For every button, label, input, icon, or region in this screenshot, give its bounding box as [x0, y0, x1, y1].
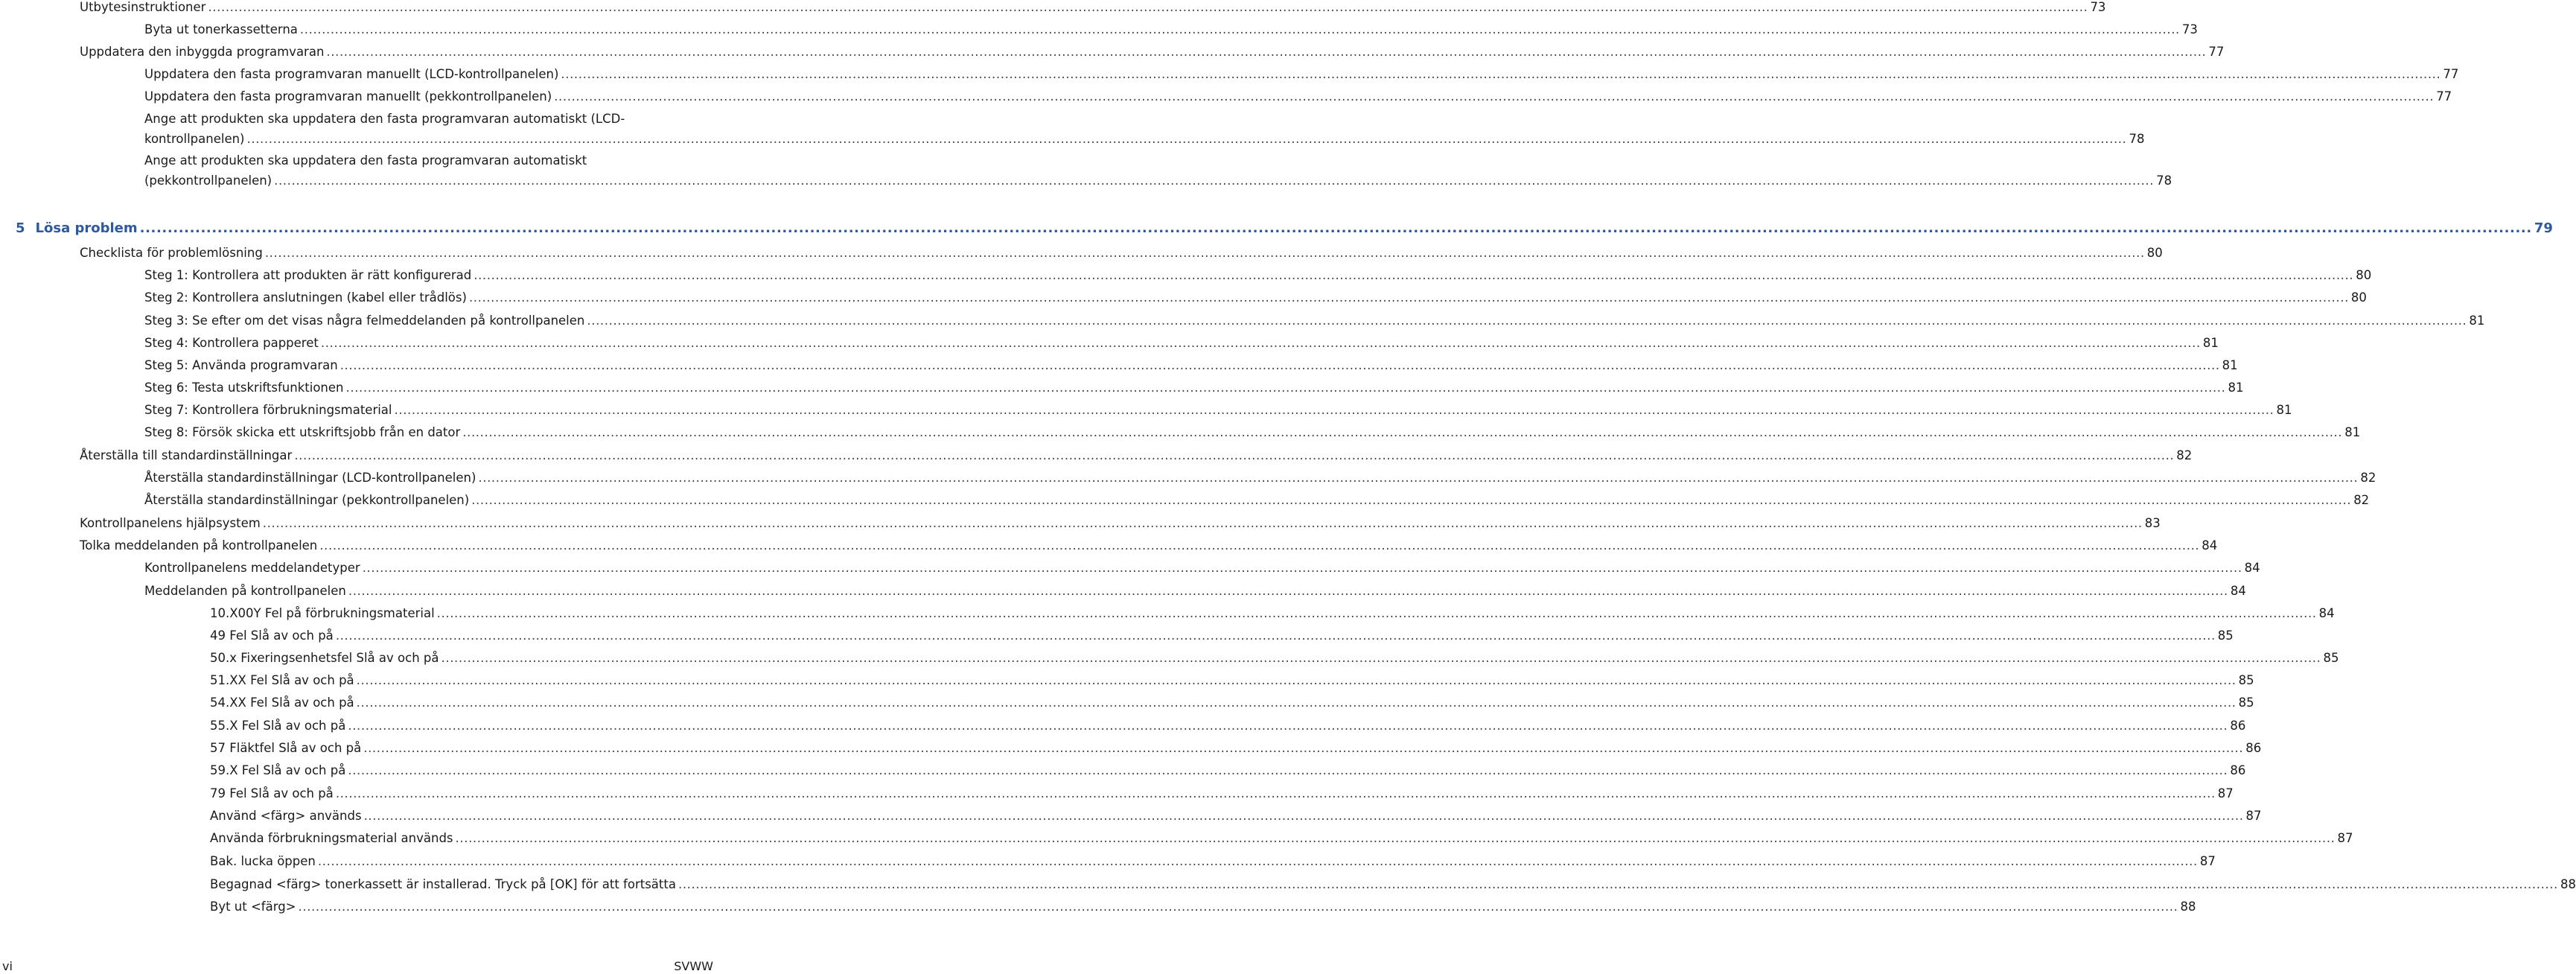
toc-entry-row: [210, 783, 2234, 803]
dot-leader: [319, 535, 2199, 556]
toc-entry[interactable]: [144, 468, 2376, 488]
toc-entry-page-number: 87: [2337, 831, 2353, 845]
toc-entry-page-number: 87: [2245, 809, 2262, 823]
toc-entry-title: Byta ut tonerkassetterna: [144, 22, 298, 36]
dot-leader: [469, 287, 2349, 308]
dot-leader: [348, 581, 2228, 601]
toc-entry-page-number: 80: [2146, 246, 2163, 260]
toc-entry-title: 59.X Fel Slå av och på: [210, 763, 346, 777]
toc-entry-row: [80, 445, 2193, 465]
toc-entry[interactable]: [80, 0, 2106, 17]
toc-entry-row: [210, 648, 2339, 668]
toc-entry-title: Steg 1: Kontrollera att produkten är rätt konfigurerad: [144, 268, 472, 282]
toc-entry-row: [210, 670, 2254, 690]
toc-entry-page-number: 78: [2156, 174, 2172, 188]
toc-entry-row: [210, 716, 2246, 736]
toc-entry-title: Använda förbrukningsmaterial används: [210, 831, 453, 845]
toc-entry[interactable]: [144, 19, 2198, 39]
toc-entry[interactable]: [144, 378, 2244, 398]
toc-entry[interactable]: [210, 648, 2339, 668]
toc-entry-page-number: 82: [2360, 471, 2376, 485]
dot-leader: [348, 760, 2228, 780]
toc-entry-row: [210, 897, 2196, 917]
toc-entry-title: Begagnad <färg> tonerkassett är installerad. Tryck på [OK] för att fortsätta: [210, 877, 676, 891]
dot-leader: [140, 218, 2532, 238]
toc-entry-page-number: 81: [2222, 358, 2238, 372]
toc-entry-page-number: 86: [2230, 719, 2246, 733]
toc-entry-page-number: 77: [2436, 89, 2452, 104]
toc-entry-title: 55.X Fel Slå av och på: [210, 719, 346, 733]
toc-entry-row: [80, 0, 2106, 17]
toc-entry-page-number: 85: [2238, 696, 2254, 710]
toc-entry-page-number: 87: [2217, 786, 2234, 800]
toc-entry-page-number: 81: [2276, 403, 2292, 417]
toc-entry[interactable]: [210, 738, 2262, 758]
toc-entry-title: (pekkontrollpanelen): [144, 174, 272, 188]
toc-entry-row: [210, 851, 2216, 871]
toc-entry-row: [144, 19, 2198, 39]
toc-entry-page-number: 85: [2217, 628, 2234, 643]
chapter-number: 5: [16, 220, 25, 236]
toc-entry-title: Uppdatera den fasta programvaran manuellt (LCD-kontrollpanelen): [144, 67, 559, 81]
toc-entry[interactable]: [144, 64, 2459, 84]
toc-entry-title: Uppdatera den fasta programvaran manuellt (pekkontrollpanelen): [144, 89, 552, 104]
toc-entry[interactable]: [210, 783, 2234, 803]
toc-entry-row: [144, 86, 2452, 106]
toc-entry-page-number: 73: [2181, 22, 2198, 36]
dot-leader: [478, 468, 2358, 488]
toc-entry-row: [16, 218, 2553, 238]
toc-entry[interactable]: [210, 603, 2335, 623]
toc-entry-row: [144, 333, 2219, 353]
toc-entry-page-number: 73: [2090, 0, 2106, 14]
dot-leader: [363, 558, 2242, 578]
toc-entry[interactable]: [144, 490, 2370, 510]
toc-entry[interactable]: [144, 400, 2292, 420]
toc-entry[interactable]: [144, 86, 2452, 106]
toc-entry-row: [144, 171, 2172, 191]
toc-entry-page-number: 84: [2318, 606, 2335, 620]
toc-entry-title: Bak. lucka öppen: [210, 854, 316, 868]
dot-leader: [265, 243, 2145, 263]
toc-entry-page-number: 84: [2230, 584, 2246, 598]
toc-entry-page-number: 85: [2238, 673, 2254, 687]
dot-leader: [299, 897, 2178, 917]
toc-entry-title: 49 Fel Slå av och på: [210, 628, 334, 643]
toc-entry[interactable]: [210, 828, 2353, 848]
dot-leader: [247, 129, 2127, 149]
toc-entry-page-number: 83: [2144, 516, 2161, 530]
toc-entry-page-number: 81: [2469, 313, 2485, 328]
toc-entry-page-number: 88: [2560, 877, 2576, 891]
dot-leader: [395, 400, 2274, 420]
toc-entry-row: [210, 874, 2576, 894]
toc-entry-title: Steg 8: Försök skicka ett utskriftsjobb från en dator: [144, 425, 461, 439]
toc-entry-row: [144, 64, 2459, 84]
toc-entry[interactable]: [210, 626, 2234, 646]
dot-leader: [336, 626, 2216, 646]
toc-entry-row: [210, 626, 2234, 646]
footer-page-number: vi: [2, 959, 13, 973]
toc-entry[interactable]: [210, 806, 2262, 826]
dot-leader: [364, 806, 2244, 826]
toc-entry-row: [144, 265, 2372, 285]
toc-entry-page-number: 85: [2323, 651, 2339, 665]
toc-entry-title: Steg 7: Kontrollera förbrukningsmaterial: [144, 403, 392, 417]
toc-entry-title: 50.x Fixeringsenhetsfel Slå av och på: [210, 651, 439, 665]
toc-entry-page-number: 82: [2176, 448, 2193, 462]
toc-entry[interactable]: [144, 558, 2260, 578]
dot-leader: [357, 693, 2237, 713]
dot-leader: [456, 828, 2336, 848]
toc-entry-row: [144, 490, 2370, 510]
toc-entry-title: Använd <färg> används: [210, 809, 362, 823]
toc-entry[interactable]: [80, 42, 2225, 62]
toc-entry[interactable]: [210, 670, 2254, 690]
toc-entry-row: [210, 693, 2254, 713]
toc-entry-page-number: 84: [2244, 561, 2260, 575]
toc-chapter-entry[interactable]: [16, 218, 2553, 238]
dot-leader: [471, 490, 2351, 510]
toc-entry-title: 51.XX Fel Slå av och på: [210, 673, 354, 687]
toc-entry[interactable]: [144, 422, 2361, 442]
dot-leader: [554, 86, 2434, 106]
toc-entry-title: [16, 218, 138, 238]
toc-entry-title: Checklista för problemlösning: [80, 246, 263, 260]
toc-entry-title: Återställa till standardinställningar: [80, 448, 293, 462]
toc-entry-row: [144, 287, 2367, 308]
toc-entry[interactable]: [144, 311, 2485, 331]
dot-leader: [441, 648, 2321, 668]
toc-entry[interactable]: [210, 851, 2216, 871]
dot-leader: [346, 378, 2226, 398]
toc-entry-page-number: 84: [2202, 538, 2218, 553]
toc-entry-page-number: 77: [2443, 67, 2459, 81]
toc-entry-page-number: 78: [2129, 132, 2145, 146]
toc-entry-title: 54.XX Fel Slå av och på: [210, 696, 354, 710]
toc-entry-row: [144, 129, 2145, 149]
dot-leader: [587, 311, 2467, 331]
toc-entry[interactable]: [80, 513, 2161, 533]
toc-entry-row: [144, 558, 2260, 578]
toc-entry[interactable]: [144, 581, 2246, 601]
dot-leader: [321, 333, 2201, 353]
toc-entry-title: Tolka meddelanden på kontrollpanelen: [80, 538, 318, 553]
toc-entry[interactable]: [210, 760, 2246, 780]
dot-leader: [437, 603, 2317, 623]
dot-leader: [363, 738, 2243, 758]
dot-leader: [678, 874, 2558, 894]
footer-locale-code: SVWW: [674, 959, 713, 973]
toc-entry-title: Byt ut <färg>: [210, 900, 296, 914]
dot-leader: [474, 265, 2353, 285]
toc-entry-title: Steg 5: Använda programvaran: [144, 358, 338, 372]
toc-entry-row: [80, 513, 2161, 533]
toc-entry-title: Meddelanden på kontrollpanelen: [144, 584, 346, 598]
dot-leader: [336, 783, 2216, 803]
toc-entry-row: [80, 243, 2163, 263]
toc-entry-row: [144, 378, 2244, 398]
toc-entry-row: [80, 535, 2218, 556]
toc-entry-title: Steg 6: Testa utskriftsfunktionen: [144, 381, 344, 395]
dot-leader: [300, 19, 2180, 39]
toc-entry-row: [210, 828, 2353, 848]
toc-entry-page-number: 87: [2199, 854, 2216, 868]
toc-entry[interactable]: [144, 333, 2219, 353]
toc-entry-title: 10.X00Y Fel på förbrukningsmaterial: [210, 606, 435, 620]
toc-entry-title: Återställa standardinställningar (LCD-kontrollpanelen): [144, 471, 476, 485]
dot-leader: [263, 513, 2143, 533]
dot-leader: [208, 0, 2088, 17]
toc-entry-page-number: 82: [2353, 493, 2370, 507]
toc-entry-row: [144, 311, 2485, 331]
dot-leader: [274, 171, 2154, 191]
toc-entry-row: [144, 581, 2246, 601]
toc-entry[interactable]: [144, 355, 2238, 375]
toc-entry[interactable]: [80, 243, 2163, 263]
toc-entry-title: Återställa standardinställningar (pekkontrollpanelen): [144, 493, 470, 507]
toc-entry-page-number: 81: [2202, 336, 2219, 350]
dot-leader: [462, 422, 2342, 442]
toc-entry-title: Utbytesinstruktioner: [80, 0, 206, 14]
toc-entry-title-line: Ange att produkten ska uppdatera den fasta programvaran automatiskt: [144, 153, 587, 168]
toc-entry-row: [144, 422, 2361, 442]
toc-entry-row: [210, 603, 2335, 623]
dot-leader: [294, 445, 2174, 465]
dot-leader: [357, 670, 2237, 690]
toc-entry-row: [144, 468, 2376, 488]
toc-entry-title-line: Ange att produkten ska uppdatera den fasta programvaran automatiskt (LCD-: [144, 112, 625, 126]
toc-entry[interactable]: [144, 109, 2145, 149]
toc-entry[interactable]: [80, 535, 2218, 556]
toc-entry-page-number: 81: [2344, 425, 2361, 439]
toc-entry-title: Steg 2: Kontrollera anslutningen (kabel eller trådlös): [144, 290, 467, 305]
toc-entry-page-number: 80: [2356, 268, 2372, 282]
toc-entry-page-number: 80: [2350, 290, 2367, 305]
toc-entry-row: [144, 400, 2292, 420]
toc-entry-title: Kontrollpanelens hjälpsystem: [80, 516, 261, 530]
toc-entry-title: 57 Fläktfel Slå av och på: [210, 741, 362, 755]
dot-leader: [561, 64, 2440, 84]
toc-entry[interactable]: [210, 897, 2196, 917]
toc-entry-page-number: 77: [2208, 45, 2225, 59]
toc-entry-title: kontrollpanelen): [144, 132, 245, 146]
toc-entry-page-number: 88: [2180, 900, 2196, 914]
toc-entry-title: Steg 3: Se efter om det visas några felmeddelanden på kontrollpanelen: [144, 313, 585, 328]
dot-leader: [318, 851, 2198, 871]
toc-entry-row: [144, 355, 2238, 375]
toc-entry-page-number: 81: [2228, 381, 2244, 395]
toc-entry[interactable]: [144, 265, 2372, 285]
toc-entry-page-number: 86: [2245, 741, 2262, 755]
chapter-title: Lösa problem: [35, 220, 138, 236]
toc-entry-row: [210, 738, 2262, 758]
toc-entry[interactable]: [210, 874, 2576, 894]
toc-entry-page-number: 79: [2534, 220, 2553, 236]
toc-entry-row: [210, 760, 2246, 780]
toc-entry[interactable]: [144, 150, 2172, 191]
toc-entry-title: Steg 4: Kontrollera papperet: [144, 336, 319, 350]
toc-entry[interactable]: [210, 716, 2246, 736]
dot-leader: [340, 355, 2220, 375]
toc-entry-row: [80, 42, 2225, 62]
toc-entry[interactable]: [210, 693, 2254, 713]
toc-entry[interactable]: [80, 445, 2193, 465]
toc-entry-title: 79 Fel Slå av och på: [210, 786, 334, 800]
toc-entry[interactable]: [144, 287, 2367, 308]
toc-entry-page-number: 86: [2230, 763, 2246, 777]
toc-entry-title: Kontrollpanelens meddelandetyper: [144, 561, 360, 575]
toc-entry-row: [210, 806, 2262, 826]
dot-leader: [348, 716, 2228, 736]
dot-leader: [326, 42, 2206, 62]
toc-entry-title: Uppdatera den inbyggda programvaran: [80, 45, 325, 59]
